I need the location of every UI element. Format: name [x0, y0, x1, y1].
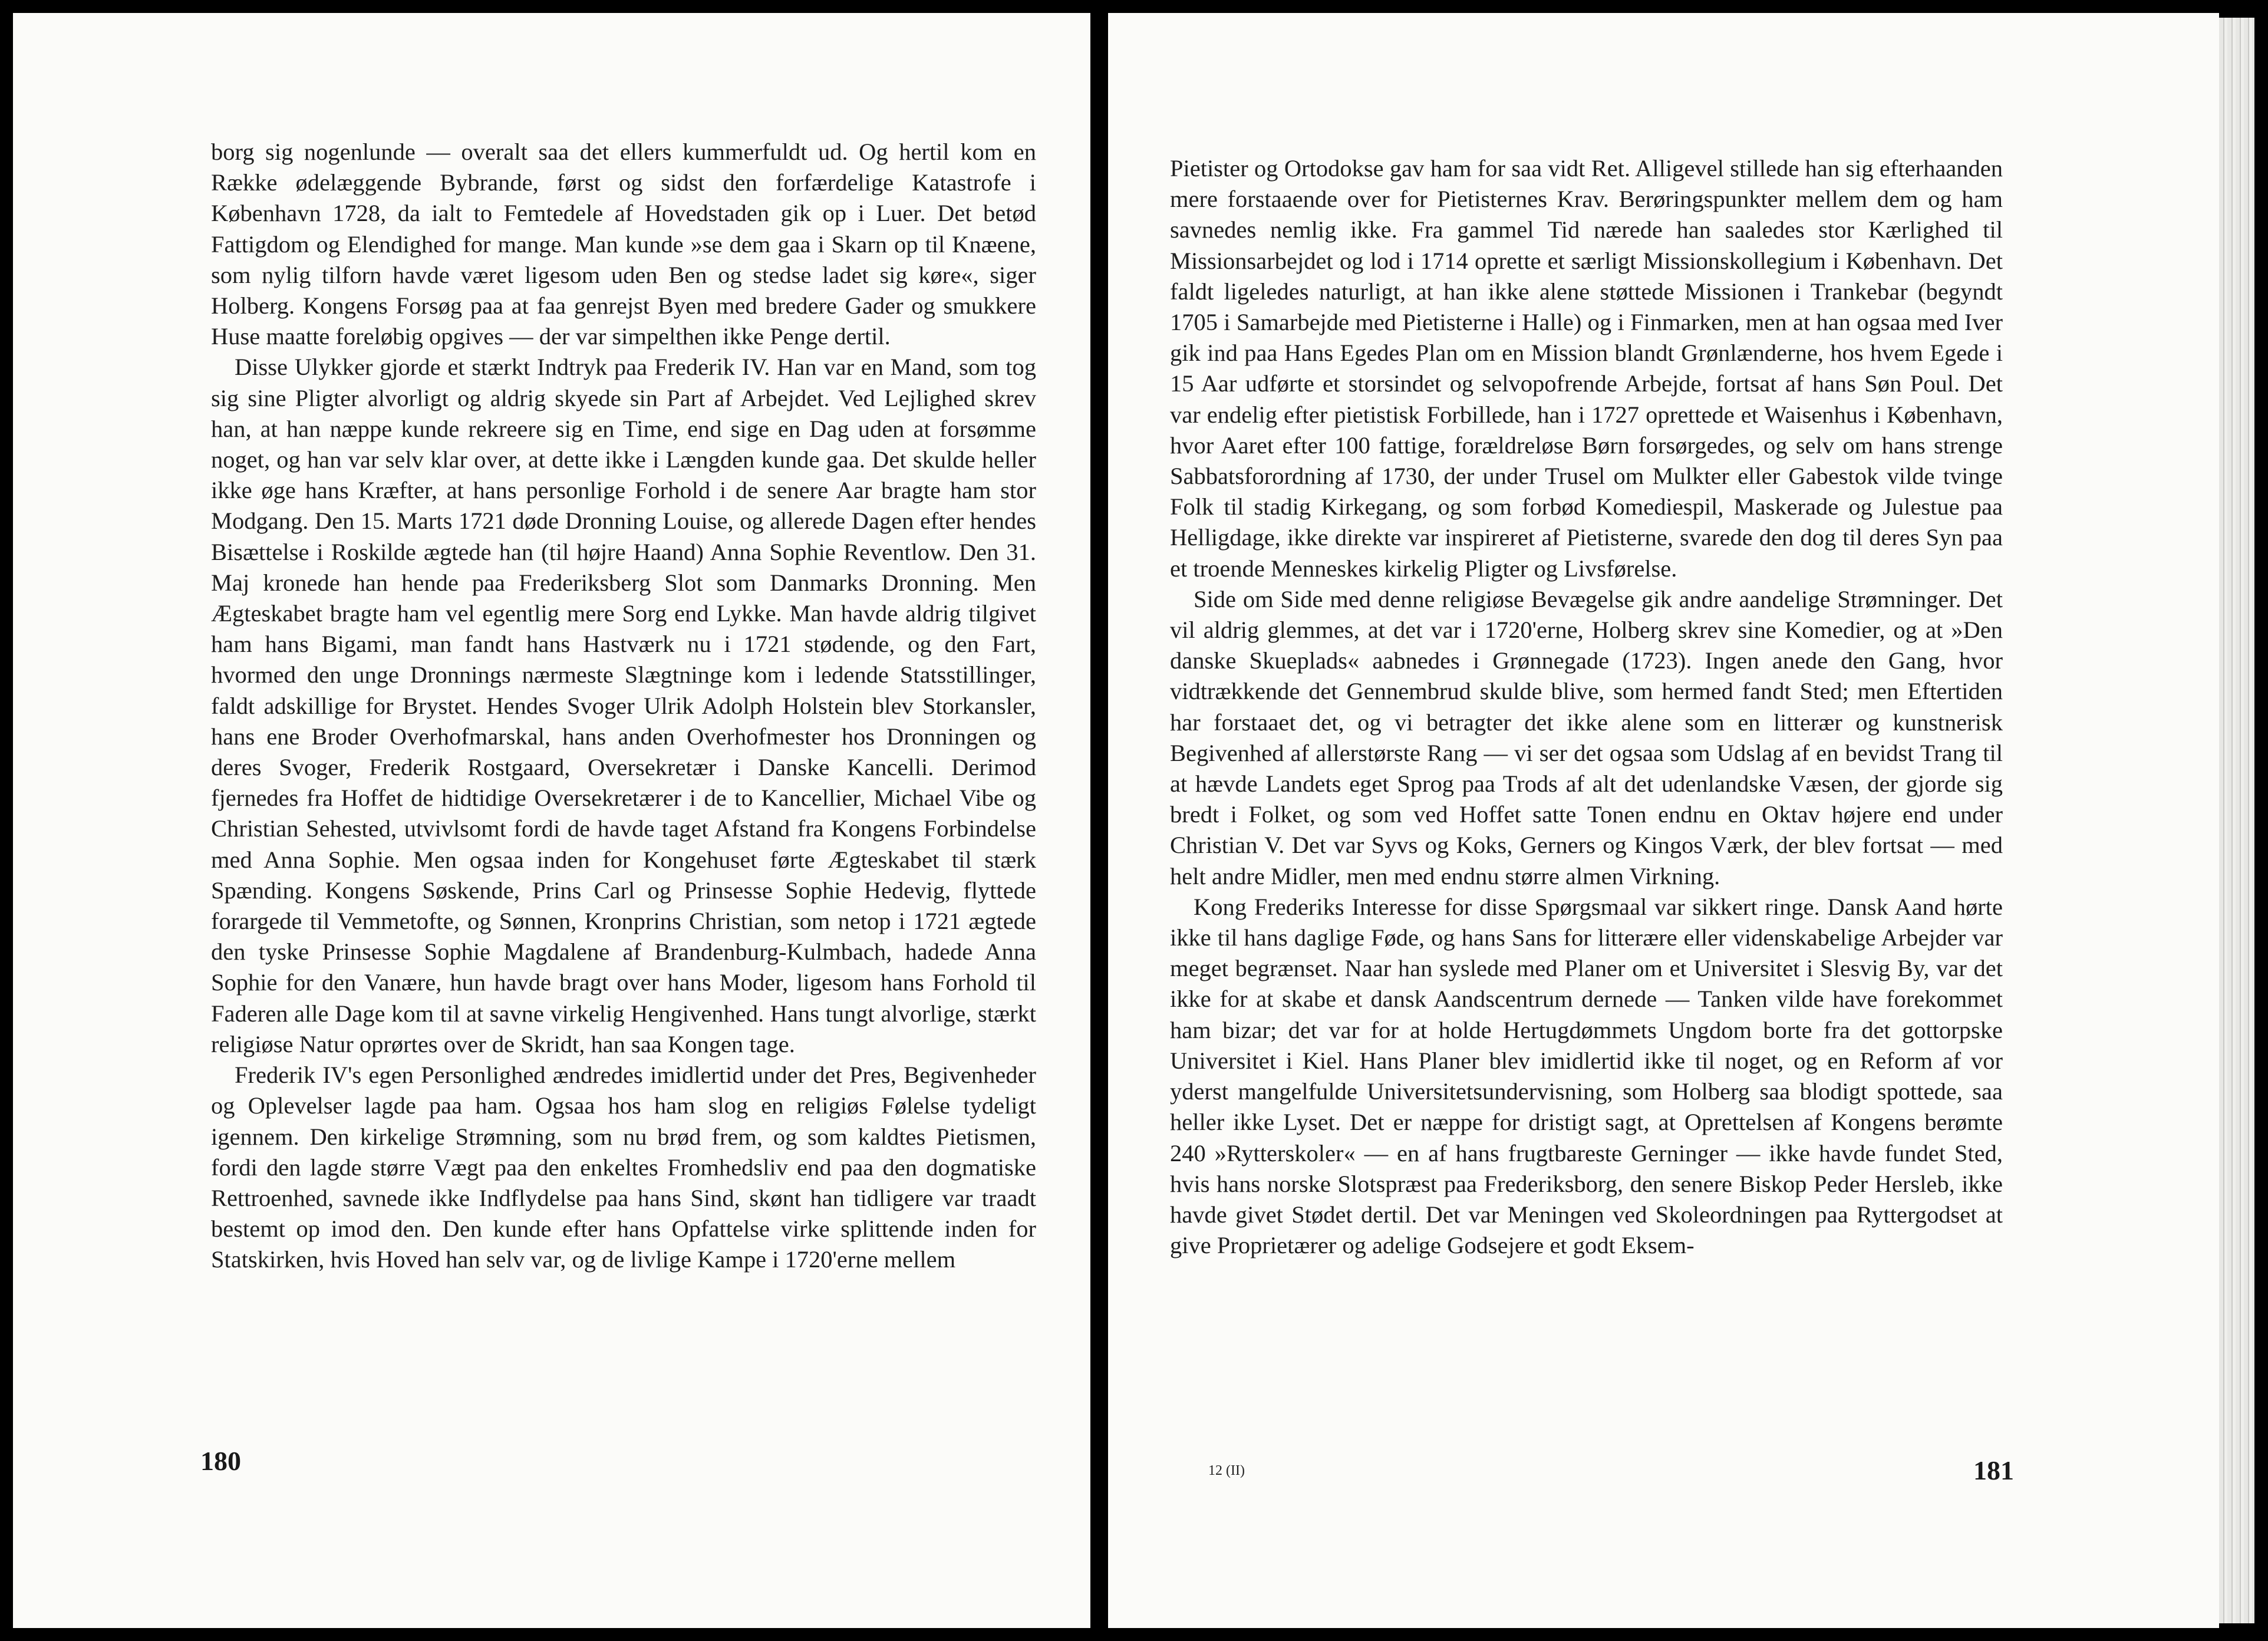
right-page	[1108, 13, 2219, 1628]
page-number: 181	[1973, 1455, 2014, 1485]
paragraph: Frederik IV's egen Personlighed ændredes imidlertid under det Pres, Begivenheder og Oplevelser lagde paa ham. Ogsaa hos ham slog en religiøs Følelse tydeligt igennem. Den kirkelige Strømning, som nu brød frem, og som kaldtes Pietismen, fordi den lagde større Vægt paa den enkeltes Fromhedsliv end paa den dogmatiske Rettroenhed, savnede ikke Indflydelse paa hans Sind, skønt han tidligere var traadt bestemt op imod den. Den kunde efter hans Opfattelse virke splittende inden for Statskirken, hvis Hoved han selv var, og de livlige Kampe i 1720'erne mellem	[211, 1062, 1036, 1273]
left-page-text	[211, 137, 1036, 1276]
book-page-edges	[2219, 18, 2254, 1623]
paragraph: Pietister og Ortodokse gav ham for saa vidt Ret. Alligevel stillede han sig efterhaanden mere forstaaende over for Pietisternes Krav. Berøringspunkter mellem dem og ham savnedes nemlig ikke. Fra gammel Tid nærede han saaledes stor Kærlighed til Missionsarbejdet og lod i 1714 oprette et særligt Missionskollegium i København. Det faldt ligeledes naturligt, at han ikke alene støttede Missionen i Trankebar (begyndt 1705 i Samarbejde med Pietisterne i Halle) og i Finmarken, men at han ogsaa med Iver gik ind paa Hans Egedes Plan om en Mission blandt Grønlænderne, hos hvem Egede i 15 Aar udførte et storsindet og selvopofrende Arbejde, fortsat af hans Søn Poul. Det var endelig efter pietistisk Forbillede, han i 1727 oprettede et Waisenhus i København, hvor Aaret efter 100 fattige, forældreløse Børn forsørgedes, og selv om hans strenge Sabbatsforordning af 1730, der under Trusel om Mulkter eller Gabestok vilde tvinge Folk til stadig Kirkegang, og som forbød Komediespil, Maskerade og Julestue paa Helligdage, ikke direkte var inspireret af Pietisterne, svarede den dog til deres Syn paa et troende Menneskes kirkelig Pligter og Livsførelse.	[1170, 155, 2003, 582]
paragraph: Disse Ulykker gjorde et stærkt Indtryk paa Frederik IV. Han var en Mand, som tog sig sine Pligter alvorligt og aldrig skyede sin Part af Arbejdet. Ved Lejlighed skrev han, at han næppe kunde rekreere sig en Time, end sige en Dag uden at forsømme noget, og han var selv klar over, at dette ikke i Længden kunde gaa. Det skulde heller ikke øge hans Kræfter, at hans personlige Forhold i de senere Aar bragte ham stor Modgang. Den 15. Marts 1721 døde Dronning Louise, og allerede Dagen efter hendes Bisættelse i Roskilde ægtede han (til højre Haand) Anna Sophie Reventlow. Den 31. Maj kronede han hende paa Frederiksberg Slot som Danmarks Dronning. Men Ægteskabet bragte ham vel egentlig mere Sorg end Lykke. Man havde aldrig tilgivet ham hans Bigami, man fandt hans Hastværk nu i 1721 stødende, og den Fart, hvormed den unge Dronnings nærmeste Slægtninge kom i ledende Statsstillinger, faldt adskillige for Brystet. Hendes Svoger Ulrik Adolph Holstein blev Storkansler, hans ene Broder Overhofmarskal, hans anden Overhofmester hos Dronningen og deres Svoger, Frederik Rostgaard, Oversekretær i Danske Kancelli. Derimod fjernedes fra Hoffet de hidtidige Oversekretærer i de to Kancellier, Michael Vibe og Christian Sehested, utvivlsomt fordi de havde taget Afstand fra Kongens Forbindelse med Anna Sophie. Men ogsaa inden for Kongehuset førte Ægteskabet til stærk Spænding. Kongens Søskende, Prins Carl og Prinsesse Sophie Hedevig, flyttede forargede til Vemmetofte, og Sønnen, Kronprins Christian, som netop i 1721 ægtede den tyske Prinsesse Sophie Magdalene af Brandenburg-Kulmbach, hadede Anna Sophie for den Vanære, hun havde bragt over hans Moder, ligesom hans Forhold til Faderen alle Dage kom til at savne virkelig Hengivenhed. Hans tungt alvorlige, stærkt religiøse Natur oprørtes over de Skridt, han saa Kongen tage.	[211, 354, 1036, 1057]
paragraph: borg sig nogenlunde — overalt saa det ellers kummerfuldt ud. Og hertil kom en Række ødelæggende Bybrande, først og sidst den forfærdelige Katastrofe i København 1728, da ialt to Femtedele af Hovedstaden gik op i Luer. Det betød Fattigdom og Elendighed for mange. Man kunde »se dem gaa i Skarn op til Knæene, som nylig tilforn havde været ligesom uden Ben og stedse ladet sig køre«, siger Holberg. Kongens Forsøg paa at faa genrejst Byen med bredere Gader og smukkere Huse maatte foreløbig opgives — der var simpelthen ikke Penge dertil.	[211, 139, 1036, 350]
signature-mark: 12 (II)	[1208, 1463, 1245, 1478]
page-number: 180	[200, 1446, 241, 1476]
paragraph: Kong Frederiks Interesse for disse Spørgsmaal var sikkert ringe. Dansk Aand hørte ikke til hans daglige Føde, og hans Sans for litterære eller videnskabelige Arbejder var meget begrænset. Naar han syslede med Planer om et Universitet i Slesvig By, var det ikke for at skabe et dansk Aandscentrum dernede — Tanken vilde have forekommet ham bizar; det var for at holde Hertugdømmets Ungdom borte fra det gottorpske Universitet i Kiel. Hans Planer blev imidlertid ikke til noget, og en Reform af vor yderst mangelfulde Universitetsundervisning, som Holberg saa blodigt spottede, saa heller ikke Lyset. Det er næppe for dristigt sagt, at Oprettelsen af Kongens berømte 240 »Rytterskoler« — en af hans frugtbareste Gerninger — ikke havde fundet Sted, hvis hans norske Slotspræst paa Frederiksborg, den senere Biskop Peder Hersleb, ikke havde givet Stødet dertil. Det var Meningen ved Skoleordningen paa Ryttergodset at give Proprietærer og adelige Godsejere et godt Eksem-	[1170, 893, 2003, 1259]
right-page-text	[1170, 153, 2003, 1261]
paragraph: Side om Side med denne religiøse Bevægelse gik andre aandelige Strømninger. Det vil aldrig glemmes, at det var i 1720'erne, Holberg skrev sine Komedier, og at »Den danske Skueplads« aabnedes i Grønnegade (1723). Ingen anede den Gang, hvor vidtrækkende det Gennembrud skulde blive, som hermed fandt Sted; men Eftertiden har forstaaet det, og vi betragter det ikke alene som en litterær og kunstnerisk Begivenhed af allerstørste Rang — vi ser det ogsaa som Udslag af en bevidst Trang til at hævde Landets eget Sprog paa Trods af alt det udenlandske Væsen, der gjorde sig bredt i Folket, og som ved Hoffet satte Tonen endnu en Oktav højere end under Christian V. Det var Syvs og Koks, Gerners og Kingos Værk, der blev fortsat — med helt andre Midler, men med endnu større almen Virkning.	[1170, 585, 2003, 889]
left-page	[13, 13, 1090, 1628]
